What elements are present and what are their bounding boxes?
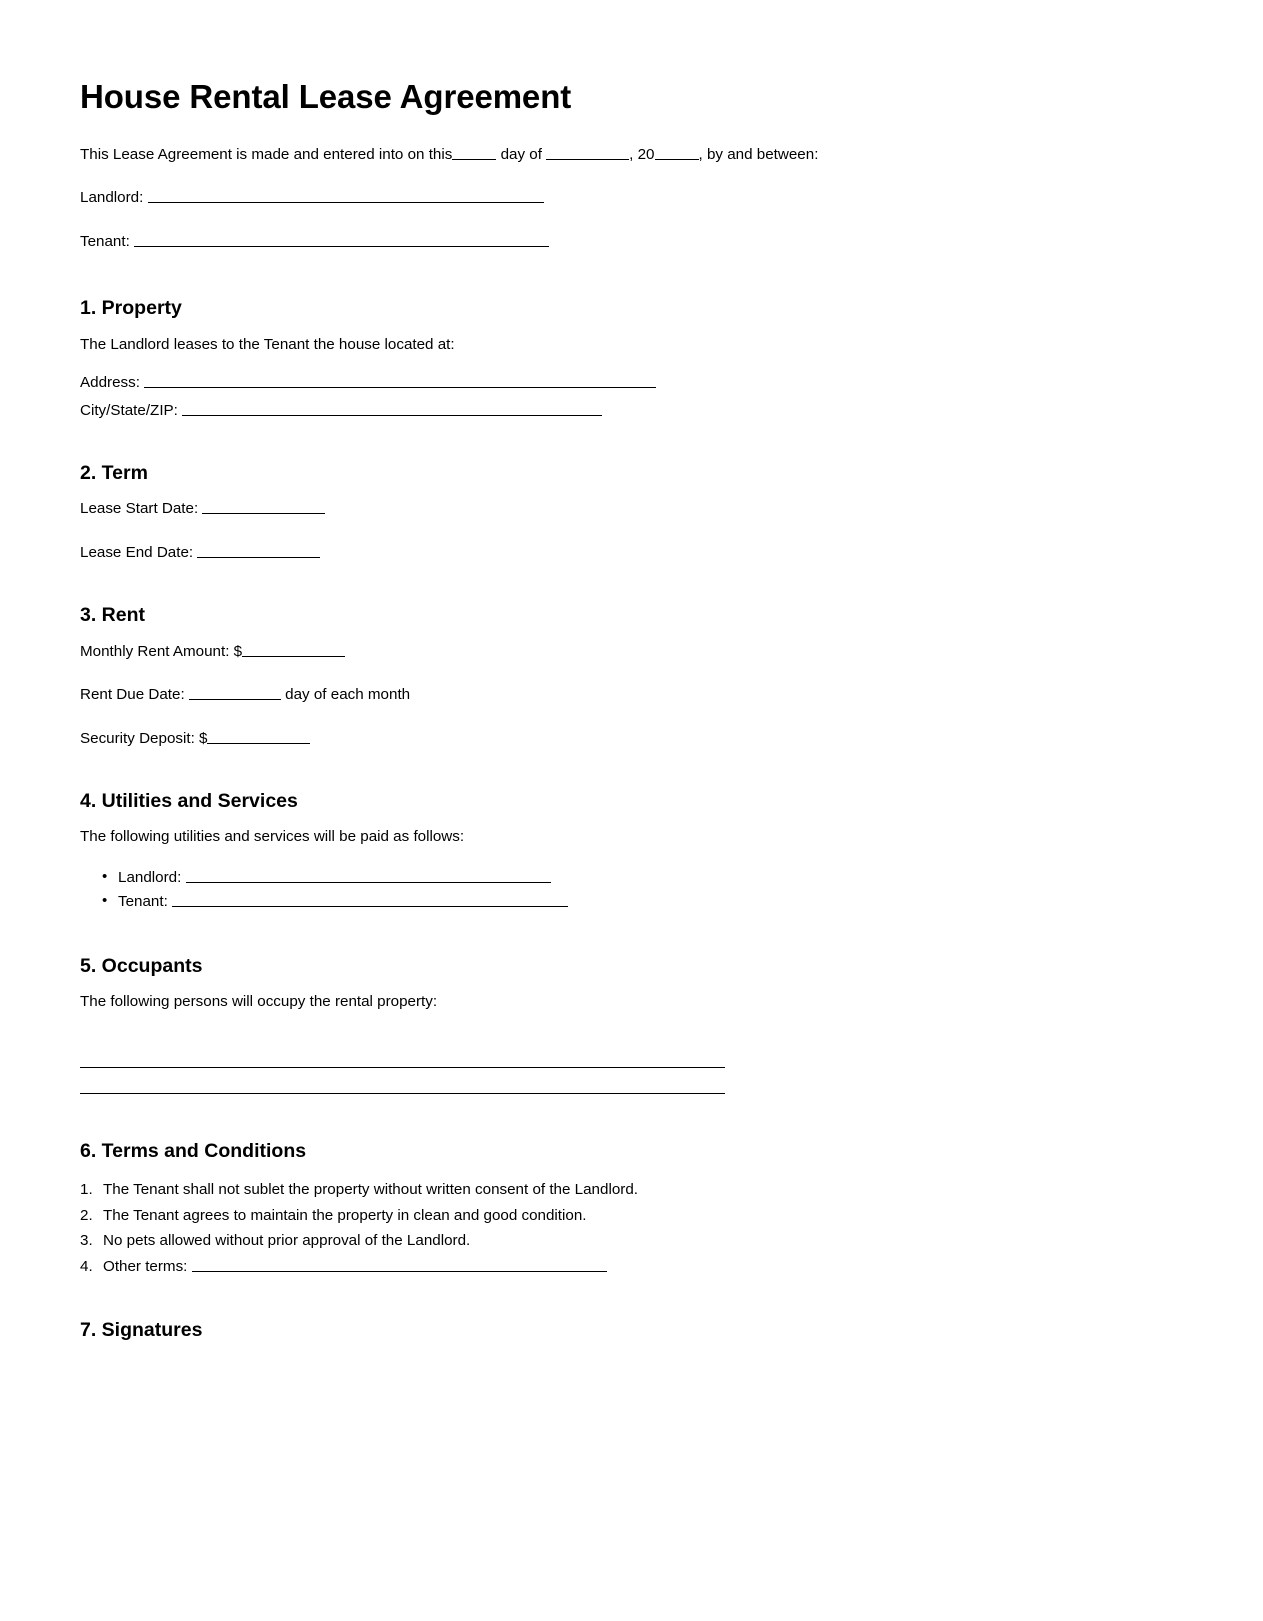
section-heading-occupants: 5. Occupants (80, 955, 203, 978)
term-text-2: The Tenant agrees to maintain the property in clean and good condition. (103, 1206, 587, 1224)
monthly-rent-row (80, 642, 840, 661)
section-heading-utilities: 4. Utilities and Services (80, 790, 298, 813)
utilities-list (80, 866, 840, 913)
intro-day-blank[interactable] (452, 145, 496, 160)
city-state-zip-blank[interactable] (182, 401, 602, 416)
monthly-rent-label: Monthly Rent Amount: $ (80, 642, 243, 660)
tenant-name-blank[interactable] (134, 232, 549, 247)
landlord-field-row (80, 188, 840, 207)
utilities-landlord-blank[interactable] (186, 868, 551, 883)
city-state-zip-label: City/State/ZIP: (80, 401, 178, 419)
intro-month-blank[interactable] (546, 145, 629, 160)
other-terms-blank[interactable] (192, 1257, 607, 1272)
address-blank[interactable] (144, 373, 656, 388)
rent-due-date-suffix: day of each month (285, 686, 411, 704)
document-content (80, 78, 840, 1357)
lease-start-date-blank[interactable] (202, 499, 325, 514)
list-item (80, 1254, 840, 1280)
landlord-label: Landlord: (80, 189, 144, 207)
intro-text-part2: day of (500, 145, 542, 163)
rent-due-date-blank[interactable] (189, 685, 281, 700)
page-title: House Rental Lease Agreement (80, 78, 572, 115)
section-heading-property: 1. Property (80, 297, 182, 320)
tenant-label: Tenant: (80, 232, 130, 250)
intro-text-part4: , by and between: (698, 145, 819, 163)
lease-start-date-label: Lease Start Date: (80, 500, 199, 518)
utilities-tenant-blank[interactable] (172, 892, 568, 907)
list-item (80, 890, 840, 914)
intro-paragraph (80, 145, 840, 164)
list-item (80, 1203, 840, 1229)
property-citystatezip-row (80, 401, 840, 420)
landlord-name-blank[interactable] (148, 188, 544, 203)
occupant-blank-line-2[interactable] (80, 1068, 725, 1094)
security-deposit-blank[interactable] (207, 729, 310, 744)
rent-due-date-label: Rent Due Date: (80, 686, 185, 704)
monthly-rent-blank[interactable] (242, 642, 345, 657)
lease-end-date-label: Lease End Date: (80, 543, 194, 561)
occupant-blank-line-1[interactable] (80, 1042, 725, 1068)
section-heading-term: 2. Term (80, 462, 148, 485)
term-text-4: Other terms: (103, 1257, 188, 1275)
lease-start-date-row (80, 499, 840, 518)
lease-end-date-row (80, 543, 840, 562)
utilities-intro-text: The following utilities and services will be paid as follows: (80, 828, 465, 846)
rent-due-date-row (80, 685, 840, 704)
section-heading-terms: 6. Terms and Conditions (80, 1139, 307, 1162)
list-item (80, 866, 840, 890)
term-text-3: No pets allowed without prior approval of the Landlord. (103, 1232, 471, 1250)
term-text-1: The Tenant shall not sublet the property without written consent of the Landlord. (103, 1181, 638, 1199)
lease-end-date-blank[interactable] (197, 543, 320, 558)
intro-year-blank[interactable] (655, 145, 699, 160)
list-item (80, 1228, 840, 1254)
property-intro-text: The Landlord leases to the Tenant the house located at: (80, 335, 455, 353)
security-deposit-row (80, 729, 840, 748)
security-deposit-label: Security Deposit: $ (80, 729, 208, 747)
section-heading-signatures: 7. Signatures (80, 1319, 203, 1342)
intro-text-part3: , 20 (629, 145, 655, 163)
intro-text-part1: This Lease Agreement is made and entered into on this (80, 145, 453, 163)
address-label: Address: (80, 374, 140, 392)
utilities-tenant-label: Tenant: (118, 892, 168, 910)
occupants-blank-lines (80, 1042, 840, 1094)
property-address-row (80, 373, 840, 392)
section-heading-rent: 3. Rent (80, 604, 146, 627)
terms-list (80, 1177, 840, 1279)
utilities-landlord-label: Landlord: (118, 868, 182, 886)
list-item (80, 1177, 840, 1203)
occupants-intro-text: The following persons will occupy the rental property: (80, 993, 438, 1011)
tenant-field-row (80, 232, 840, 251)
